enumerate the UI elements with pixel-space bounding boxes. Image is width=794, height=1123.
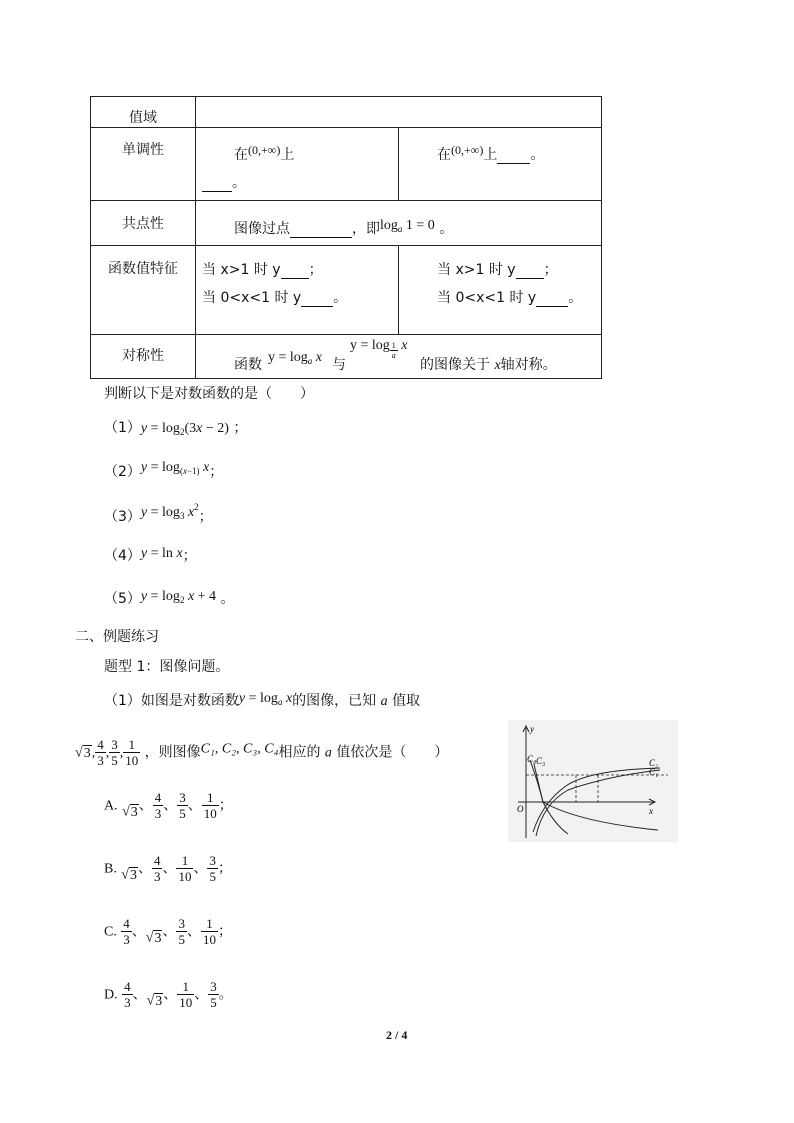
- page-number: 2 / 4: [386, 1028, 408, 1042]
- feature-left-2: 当 0<x<1 时 y: [202, 290, 302, 306]
- option-c[interactable]: C. $\frac{4}{3}$ 、√3、 $\frac{3}{5}$ 、 $\frac{1}{10}$ ；: [104, 916, 232, 947]
- mono-right-blank: [497, 147, 530, 164]
- common-label-cell: [91, 201, 196, 246]
- example-question-line2: √3, $\frac{4}{3}$ , $\frac{3}{5}$ , $\frac{1}{10}$ ，则图像C₁, C₂, C₃, C₄相应的 a 值依次是（ ）: [75, 737, 449, 768]
- mono-right-prefix: 在: [437, 147, 451, 163]
- common-end: 。: [439, 221, 454, 237]
- mono-right-suffix: 上: [483, 147, 498, 163]
- mono-right-cell: [399, 128, 602, 201]
- mono-label-cell: [91, 128, 196, 201]
- row-range: [91, 97, 602, 128]
- feature-label: 函数值特征: [108, 261, 178, 277]
- label-c3: C₃: [536, 756, 546, 766]
- figure-background: [508, 720, 678, 842]
- range-value-cell: [196, 97, 602, 128]
- question1-item-5: $(5)y = \log_2 x + 4$ 。: [104, 589, 235, 607]
- common-blank: [290, 221, 352, 238]
- question1-item-4: （4）y = ln x；: [104, 546, 197, 564]
- mono-left-blank: [202, 175, 232, 192]
- origin-label: O: [517, 804, 524, 814]
- y-axis-label: y: [530, 724, 534, 734]
- row-value-features: [91, 246, 602, 335]
- question1-item-1: $(1)y = \log_2(3x - 2)$ ；: [104, 420, 248, 437]
- x-axis-label: x: [649, 806, 653, 816]
- common-text-pre: 图像过点: [234, 221, 290, 237]
- sym-post: 的图像关于 x轴对称。: [420, 357, 557, 373]
- range-label-cell: [91, 97, 196, 128]
- sym-value-cell: [196, 335, 602, 379]
- sym-mid: 与: [332, 357, 346, 373]
- mono-left-prefix: 在: [234, 147, 248, 163]
- example-question-line1: （1）如图是对数函数$y = \log_a x$的图像，已知 a 值取: [104, 691, 421, 709]
- feature-left-cell: 当 x>1 时 y ； 当 0<x<1 时 y 。: [196, 246, 399, 335]
- mono-left-interval: (0,+∞): [248, 143, 281, 157]
- properties-table: [90, 96, 602, 379]
- sym-label-cell: [91, 335, 196, 379]
- mono-left-suffix: 上: [280, 147, 295, 163]
- question1-item-3: $(3)y = \log_3 x^2$；: [104, 502, 213, 525]
- row-monotonicity: [91, 128, 602, 201]
- sym-formula-1: $y = \log_a x$: [268, 350, 323, 366]
- row-symmetry: [91, 335, 602, 379]
- row-common-point: [91, 201, 602, 246]
- common-value-cell: [196, 201, 602, 246]
- option-a[interactable]: A. √3、 $\frac{4}{3}$ 、 $\frac{3}{5}$ 、 $\frac{1}{10}$ ；: [104, 790, 233, 821]
- section2-heading: 二、例题练习: [75, 629, 159, 645]
- question1-item-2: $(2)y = \log_{(x-1)} x$；: [104, 460, 224, 480]
- range-label: 值域: [129, 110, 157, 126]
- feature-right-2: 当 0<x<1 时 y: [437, 290, 537, 306]
- common-label: 共点性: [122, 216, 164, 232]
- common-formula: $\log_a 1 = 0$: [380, 218, 435, 234]
- label-c4: C₄: [527, 754, 537, 764]
- mono-left-cell: [196, 128, 399, 201]
- sym-pre: 函数: [234, 357, 262, 373]
- option-d[interactable]: D. $\frac{4}{3}$ 、√3、 $\frac{1}{10}$ 、 $\frac{3}{5}$ 。: [104, 979, 233, 1010]
- feature-label-cell: [91, 246, 196, 335]
- feature-right-cell: 当 x>1 时 y ； 当 0<x<1 时 y 。: [399, 246, 602, 335]
- option-b[interactable]: B. √3、 $\frac{4}{3}$ 、 $\frac{1}{10}$ 、 $\frac{3}{5}$ ；: [104, 853, 232, 884]
- sym-formula-2: y = log $\frac{1}{a}$ x: [350, 338, 408, 360]
- sym-label: 对称性: [122, 348, 164, 364]
- mono-right-end: 。: [530, 147, 545, 163]
- log-curves-figure: [508, 720, 678, 842]
- feature-right-1: 当 x>1 时 y: [437, 262, 516, 278]
- common-text-mid: ，即: [352, 221, 380, 237]
- mono-right-interval: (0,+∞): [451, 143, 484, 157]
- label-c2: C₂: [649, 758, 659, 768]
- section2-type-label: 题型 1：图像问题。: [104, 659, 230, 675]
- feature-left-1: 当 x>1 时 y: [202, 262, 281, 278]
- label-c1: C₁: [649, 767, 659, 777]
- mono-label: 单调性: [122, 142, 164, 158]
- question1-stem: 判断以下是对数函数的是（ ）: [104, 386, 314, 402]
- mono-left-end: 。: [232, 175, 246, 191]
